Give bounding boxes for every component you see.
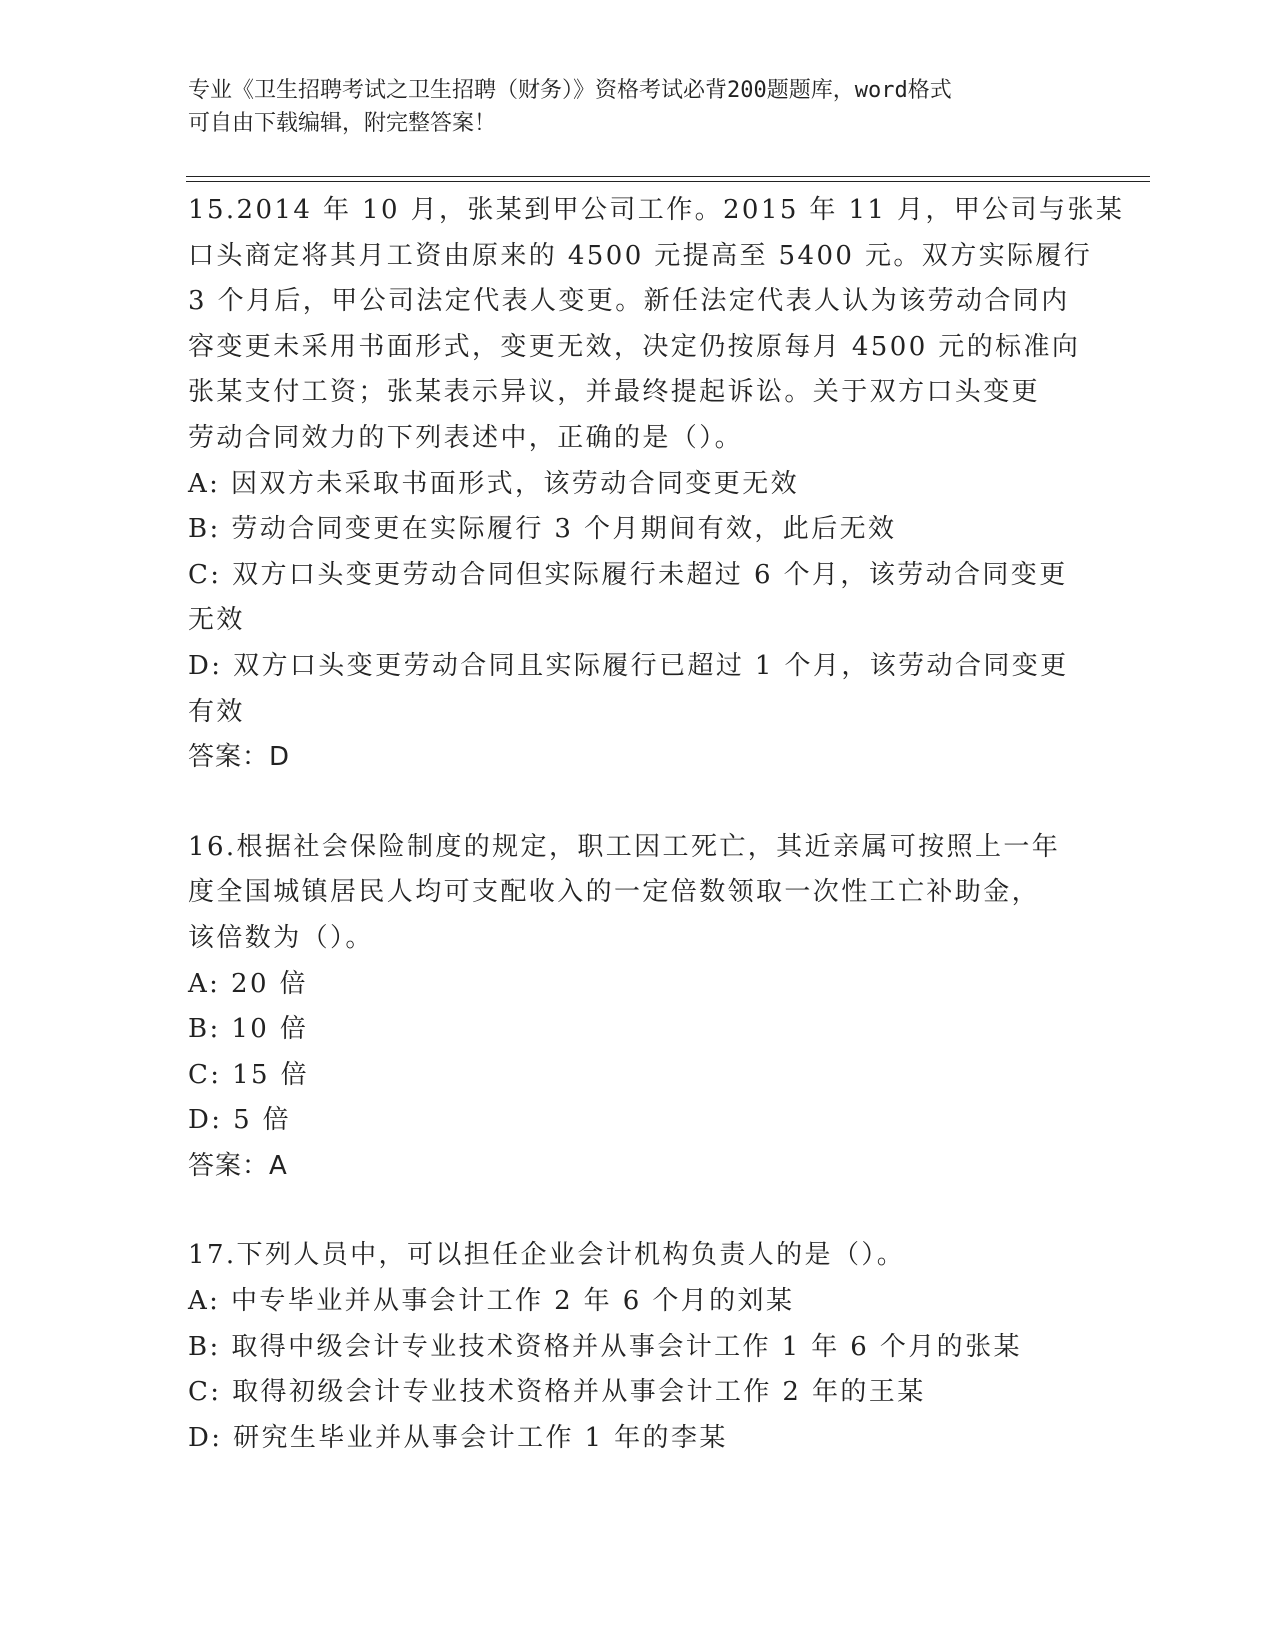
option-d: D: 双方口头变更劳动合同且实际履行已超过 1 个月，该劳动合同变更 [188, 650, 1069, 681]
question-stem-line: 张某支付工资；张某表示异议，并最终提起诉讼。关于双方口头变更 [188, 377, 1041, 408]
option-c: C: 双方口头变更劳动合同但实际履行未超过 6 个月，该劳动合同变更 [188, 559, 1068, 590]
option-d: D: 研究生毕业并从事会计工作 1 年的李某 [188, 1422, 728, 1453]
option-b: B: 10 倍 [188, 1014, 309, 1045]
document-header [188, 74, 1068, 140]
question-17 [188, 1233, 1088, 1461]
question-stem-line: 16.根据社会保险制度的规定，职工因工死亡，其近亲属可按照上一年 [188, 831, 1061, 862]
option-a: A: 因双方未采取书面形式，该劳动合同变更无效 [188, 468, 800, 499]
answer-label: 答案：A [188, 1150, 288, 1181]
question-stem-line: 容变更未采用书面形式，变更无效，决定仍按原每月 4500 元的标准向 [188, 331, 1081, 362]
option-d: D: 5 倍 [188, 1105, 292, 1136]
question-16 [188, 825, 1088, 1190]
question-stem-line: 口头商定将其月工资由原来的 4500 元提高至 5400 元。双方实际履行 [188, 240, 1093, 271]
question-stem-line: 该倍数为（）。 [188, 922, 374, 953]
question-stem-line: 17.下列人员中，可以担任企业会计机构负责人的是（）。 [188, 1240, 906, 1271]
option-d-continued: 有效 [188, 696, 245, 727]
question-spacer [188, 781, 1088, 825]
option-b: B: 劳动合同变更在实际履行 3 个月期间有效，此后无效 [188, 514, 897, 545]
header-line-1: 专业《卫生招聘考试之卫生招聘（财务）》资格考试必背200题题库，word格式 [188, 78, 952, 103]
option-b: B: 取得中级会计专业技术资格并从事会计工作 1 年 6 个月的张某 [188, 1331, 1022, 1362]
question-list [188, 188, 1125, 1461]
option-c: C: 取得初级会计专业技术资格并从事会计工作 2 年的王某 [188, 1377, 926, 1408]
header-divider-bottom [186, 181, 1150, 182]
question-spacer [188, 1189, 1088, 1233]
question-stem-line: 15.2014 年 10 月，张某到甲公司工作。2015 年 11 月，甲公司与张某 [188, 195, 1125, 225]
option-a: A: 中专毕业并从事会计工作 2 年 6 个月的刘某 [188, 1286, 795, 1317]
question-stem-line: 3 个月后，甲公司法定代表人变更。新任法定代表人认为该劳动合同内 [188, 286, 1070, 317]
header-line-2: 可自由下载编辑，附完整答案！ [188, 111, 497, 136]
question-15 [188, 188, 1125, 781]
question-stem-line: 度全国城镇居民人均可支配收入的一定倍数领取一次性工亡补助金， [188, 877, 1041, 908]
header-divider-top [186, 176, 1150, 177]
option-a: A: 20 倍 [188, 968, 308, 999]
option-c-continued: 无效 [188, 605, 245, 636]
option-c: C: 15 倍 [188, 1059, 310, 1090]
answer-label: 答案：D [188, 742, 291, 773]
question-stem-line: 劳动合同效力的下列表述中，正确的是（）。 [188, 422, 744, 453]
